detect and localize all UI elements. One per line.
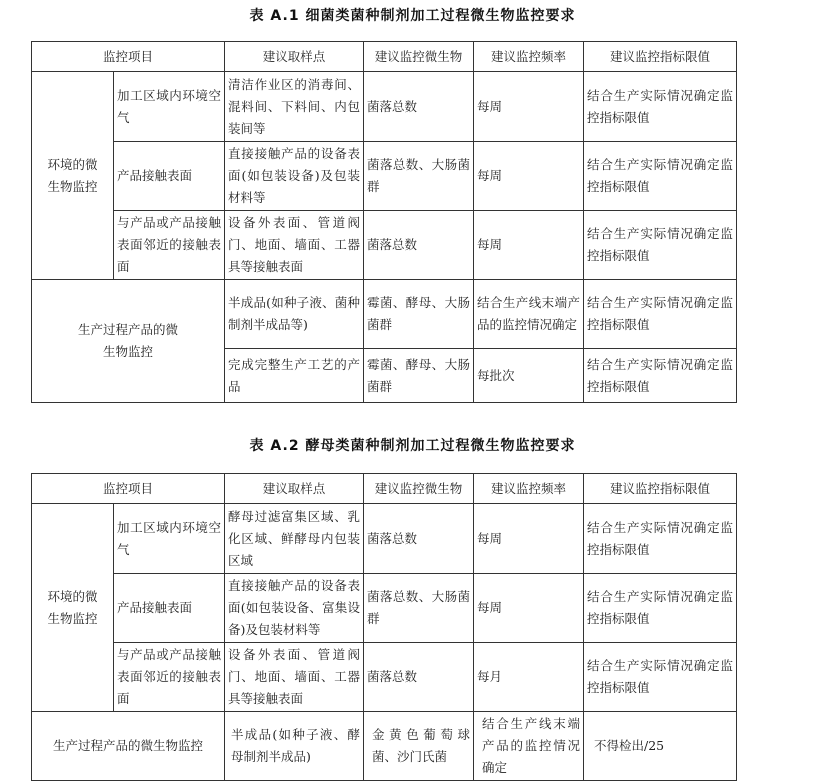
table-row [32,280,737,349]
micro-cell: 菌落总数、大肠菌群 [364,574,474,643]
limit-cell: 结合生产实际情况确定监控指标限值 [584,574,737,643]
group-label: 环境的微生物监控 [32,72,114,280]
micro-cell: 菌落总数 [364,211,474,280]
limit-cell: 结合生产实际情况确定监控指标限值 [584,643,737,712]
micro-cell: 菌落总数 [364,504,474,574]
micro-cell: 菌落总数、大肠菌群 [364,142,474,211]
header-cell: 建议取样点 [225,474,364,504]
sample-cell: 设备外表面、管道阀门、地面、墙面、工器具等接触表面 [225,211,364,280]
table2-title: 表 A.2 酵母类菌种制剂加工过程微生物监控要求 [249,438,576,454]
group-label: 生产过程产品的微生物监控 [32,712,225,781]
header-cell: 建议监控微生物 [364,42,474,72]
table-row [32,574,737,643]
item-cell: 与产品或产品接触表面邻近的接触表面 [114,211,225,280]
header-cell: 建议取样点 [225,42,364,72]
micro-cell: 霉菌、酵母、大肠菌群 [364,280,474,349]
limit-cell: 结合生产实际情况确定监控指标限值 [584,349,737,403]
sample-cell: 完成完整生产工艺的产品 [225,349,364,403]
table-row [32,142,737,211]
sample-cell: 直接接触产品的设备表面(如包装设备)及包装材料等 [225,142,364,211]
header-cell: 监控项目 [32,42,225,72]
table-row [32,72,737,142]
header-cell: 建议监控微生物 [364,474,474,504]
freq-cell: 每周 [474,574,584,643]
sample-cell: 半成品(如种子液、菌种制剂半成品等) [225,280,364,349]
table1-title: 表 A.1 细菌类菌种制剂加工过程微生物监控要求 [249,8,576,24]
freq-cell: 每批次 [474,349,584,403]
table-header-row [32,42,737,72]
item-cell: 产品接触表面 [114,142,225,211]
freq-cell: 每周 [474,211,584,280]
freq-cell: 结合生产线末端产品的监控情况确定 [474,712,584,781]
item-cell: 加工区域内环境空气 [114,504,225,574]
group-label: 生产过程产品的微生物监控 [32,280,225,403]
micro-cell: 菌落总数 [364,643,474,712]
header-cell: 建议监控频率 [474,42,584,72]
freq-cell: 每周 [474,72,584,142]
sample-cell: 酵母过滤富集区域、乳化区域、鲜酵母内包装区域 [225,504,364,574]
micro-cell: 菌落总数 [364,72,474,142]
header-cell: 建议监控频率 [474,474,584,504]
table-row [32,712,737,781]
freq-cell: 每月 [474,643,584,712]
item-cell: 与产品或产品接触表面邻近的接触表面 [114,643,225,712]
sample-cell: 设备外表面、管道阀门、地面、墙面、工器具等接触表面 [225,643,364,712]
table-row [32,504,737,574]
limit-cell: 不得检出/25 [584,712,737,781]
header-cell: 建议监控指标限值 [584,474,737,504]
sample-cell: 直接接触产品的设备表面(如包装设备、富集设备)及包装材料等 [225,574,364,643]
table-row [32,211,737,280]
freq-cell: 每周 [474,504,584,574]
limit-cell: 结合生产实际情况确定监控指标限值 [584,504,737,574]
limit-cell: 结合生产实际情况确定监控指标限值 [584,211,737,280]
sample-cell: 半成品(如种子液、酵母制剂半成品) [225,712,364,781]
freq-cell: 每周 [474,142,584,211]
freq-cell: 结合生产线末端产品的监控情况确定 [474,280,584,349]
group-label: 环境的微生物监控 [32,504,114,712]
header-cell: 建议监控指标限值 [584,42,737,72]
item-cell: 加工区域内环境空气 [114,72,225,142]
header-cell: 监控项目 [32,474,225,504]
sample-cell: 清洁作业区的消毒间、混料间、下料间、内包装间等 [225,72,364,142]
table1 [31,41,737,403]
limit-cell: 结合生产实际情况确定监控指标限值 [584,72,737,142]
micro-cell: 霉菌、酵母、大肠菌群 [364,349,474,403]
table-row [32,643,737,712]
limit-cell: 结合生产实际情况确定监控指标限值 [584,142,737,211]
micro-cell: 金黄色葡萄球菌、沙门氏菌 [364,712,474,781]
table2 [31,473,737,781]
table-header-row [32,474,737,504]
item-cell: 产品接触表面 [114,574,225,643]
limit-cell: 结合生产实际情况确定监控指标限值 [584,280,737,349]
